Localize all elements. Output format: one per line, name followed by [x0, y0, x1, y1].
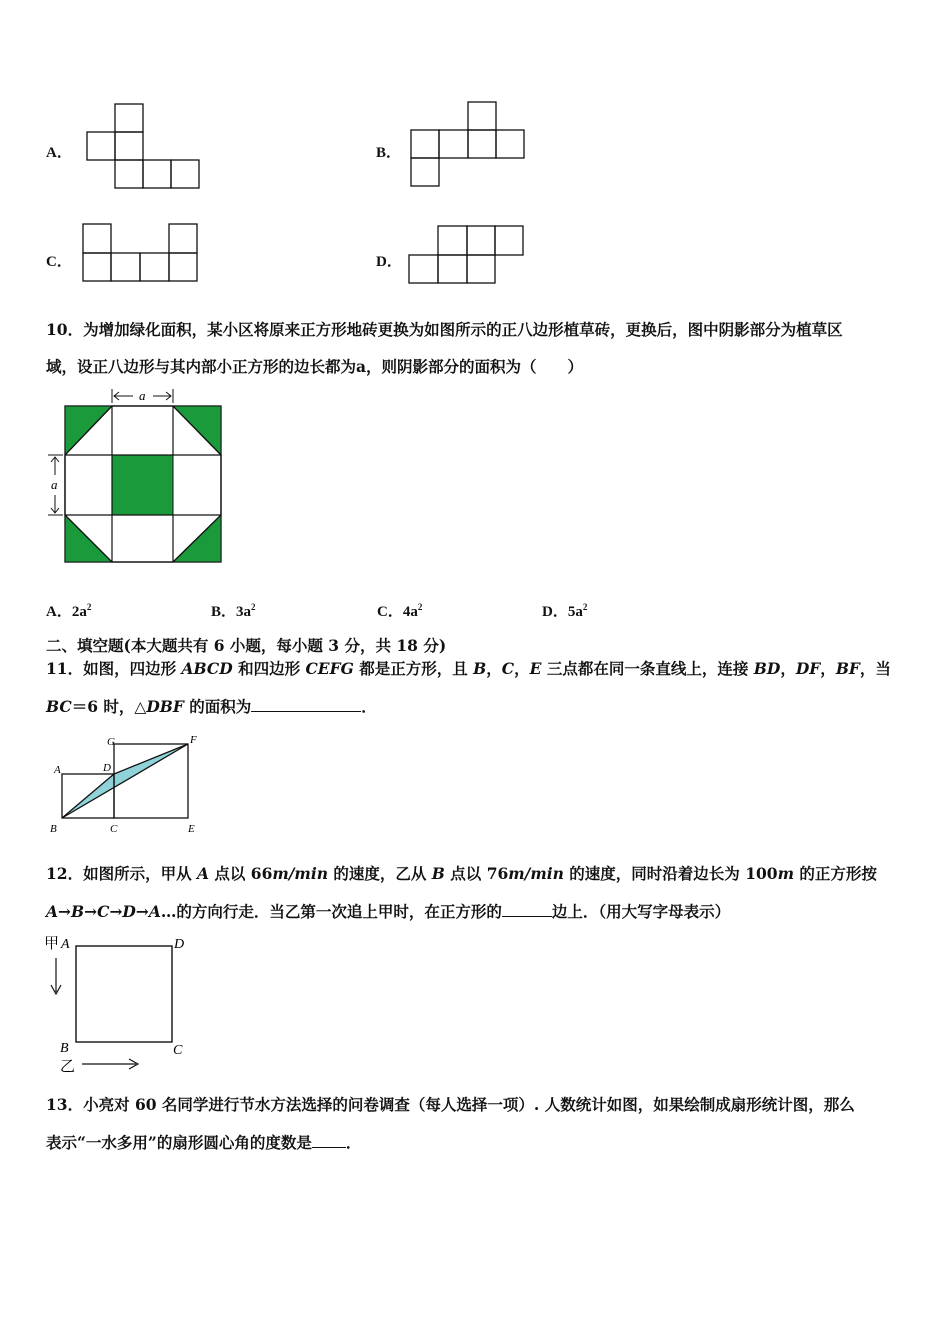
point-e-label: E	[188, 823, 195, 835]
point-f-label: F	[190, 734, 197, 746]
q12-answer-blank[interactable]	[502, 901, 552, 917]
q10-option-a: A．$2a^2$	[46, 602, 92, 620]
q10-text-line1: 10．为增加绿化面积，某小区将原来正方形地砖更换为如图所示的正八边形植草砖，更换后，图中阴影部分为植草区	[46, 320, 843, 339]
point-a-label: A	[54, 764, 61, 776]
q13-text-line1: 13．小亮对 60 名同学进行节水方法选择的问卷调查（每人选择一项）. 人数统计如图，如果绘制成扇形统计图，那么	[46, 1095, 855, 1114]
point-g-label: G	[107, 736, 115, 748]
point-d-label: D	[103, 762, 111, 774]
q13-text-line2: 表示“一水多用”的扇形圆心角的度数是 ．	[46, 1133, 362, 1152]
corner-d-label: D	[174, 937, 185, 952]
q11-answer-blank[interactable]	[251, 696, 361, 712]
q11-text-line2: BC＝6 时，△DBF 的面积为 ．	[46, 697, 377, 716]
q10-option-c: C．$4a^2$	[377, 602, 423, 620]
q12-text-line1: 12．如图所示，甲从 A 点以 66m/min 的速度，乙从 B 点以 76m/min 的速度，同时沿着边长为 100m 的正方形按	[46, 864, 877, 883]
section2-title: 二、填空题(本大题共有 6 小题，每小题 3 分，共 18 分)	[46, 636, 447, 655]
option-b-label: B．	[376, 145, 402, 161]
option-b-net	[405, 98, 535, 193]
q11-text-line1: 11．如图，四边形 ABCD 和四边形 CEFG 都是正方形，且 B，C，E 三点都在同一条直线上，连接 BD，DF，BF，当	[46, 659, 891, 678]
q10-option-b: B．$3a^2$	[211, 602, 256, 620]
dimension-top-label: a	[139, 388, 146, 403]
center-square	[112, 455, 173, 515]
q12-square-figure	[40, 928, 200, 1078]
option-a-label: A．	[46, 145, 72, 161]
label-jia: 甲	[44, 934, 60, 952]
walking-square	[76, 946, 172, 1042]
corner-a-label: A	[61, 937, 70, 952]
corner-b-label: B	[60, 1041, 69, 1056]
q13-answer-blank[interactable]	[312, 1132, 346, 1148]
corner-c-label: C	[173, 1043, 183, 1058]
option-d-net	[404, 222, 534, 290]
q10-text-line2: 域，设正八边形与其内部小正方形的边长都为a，则阴影部分的面积为（ ）	[46, 357, 584, 376]
q10-octagon-figure	[40, 385, 230, 570]
label-yi: 乙	[60, 1057, 76, 1075]
q10-option-d: D．$5a^2$	[542, 602, 588, 620]
option-a-net	[80, 100, 210, 195]
option-d-label: D．	[376, 254, 402, 270]
dimension-left-label: a	[51, 477, 58, 492]
q12-text-line2: A→B→C→D→A…的方向行走．当乙第一次追上甲时，在正方形的 边上．（用大写字母表示）	[46, 902, 731, 921]
q11-squares-figure	[46, 732, 216, 840]
option-c-net	[78, 220, 208, 290]
point-c-label: C	[110, 823, 118, 835]
option-c-label: C．	[46, 254, 72, 270]
point-b-label: B	[50, 823, 57, 835]
